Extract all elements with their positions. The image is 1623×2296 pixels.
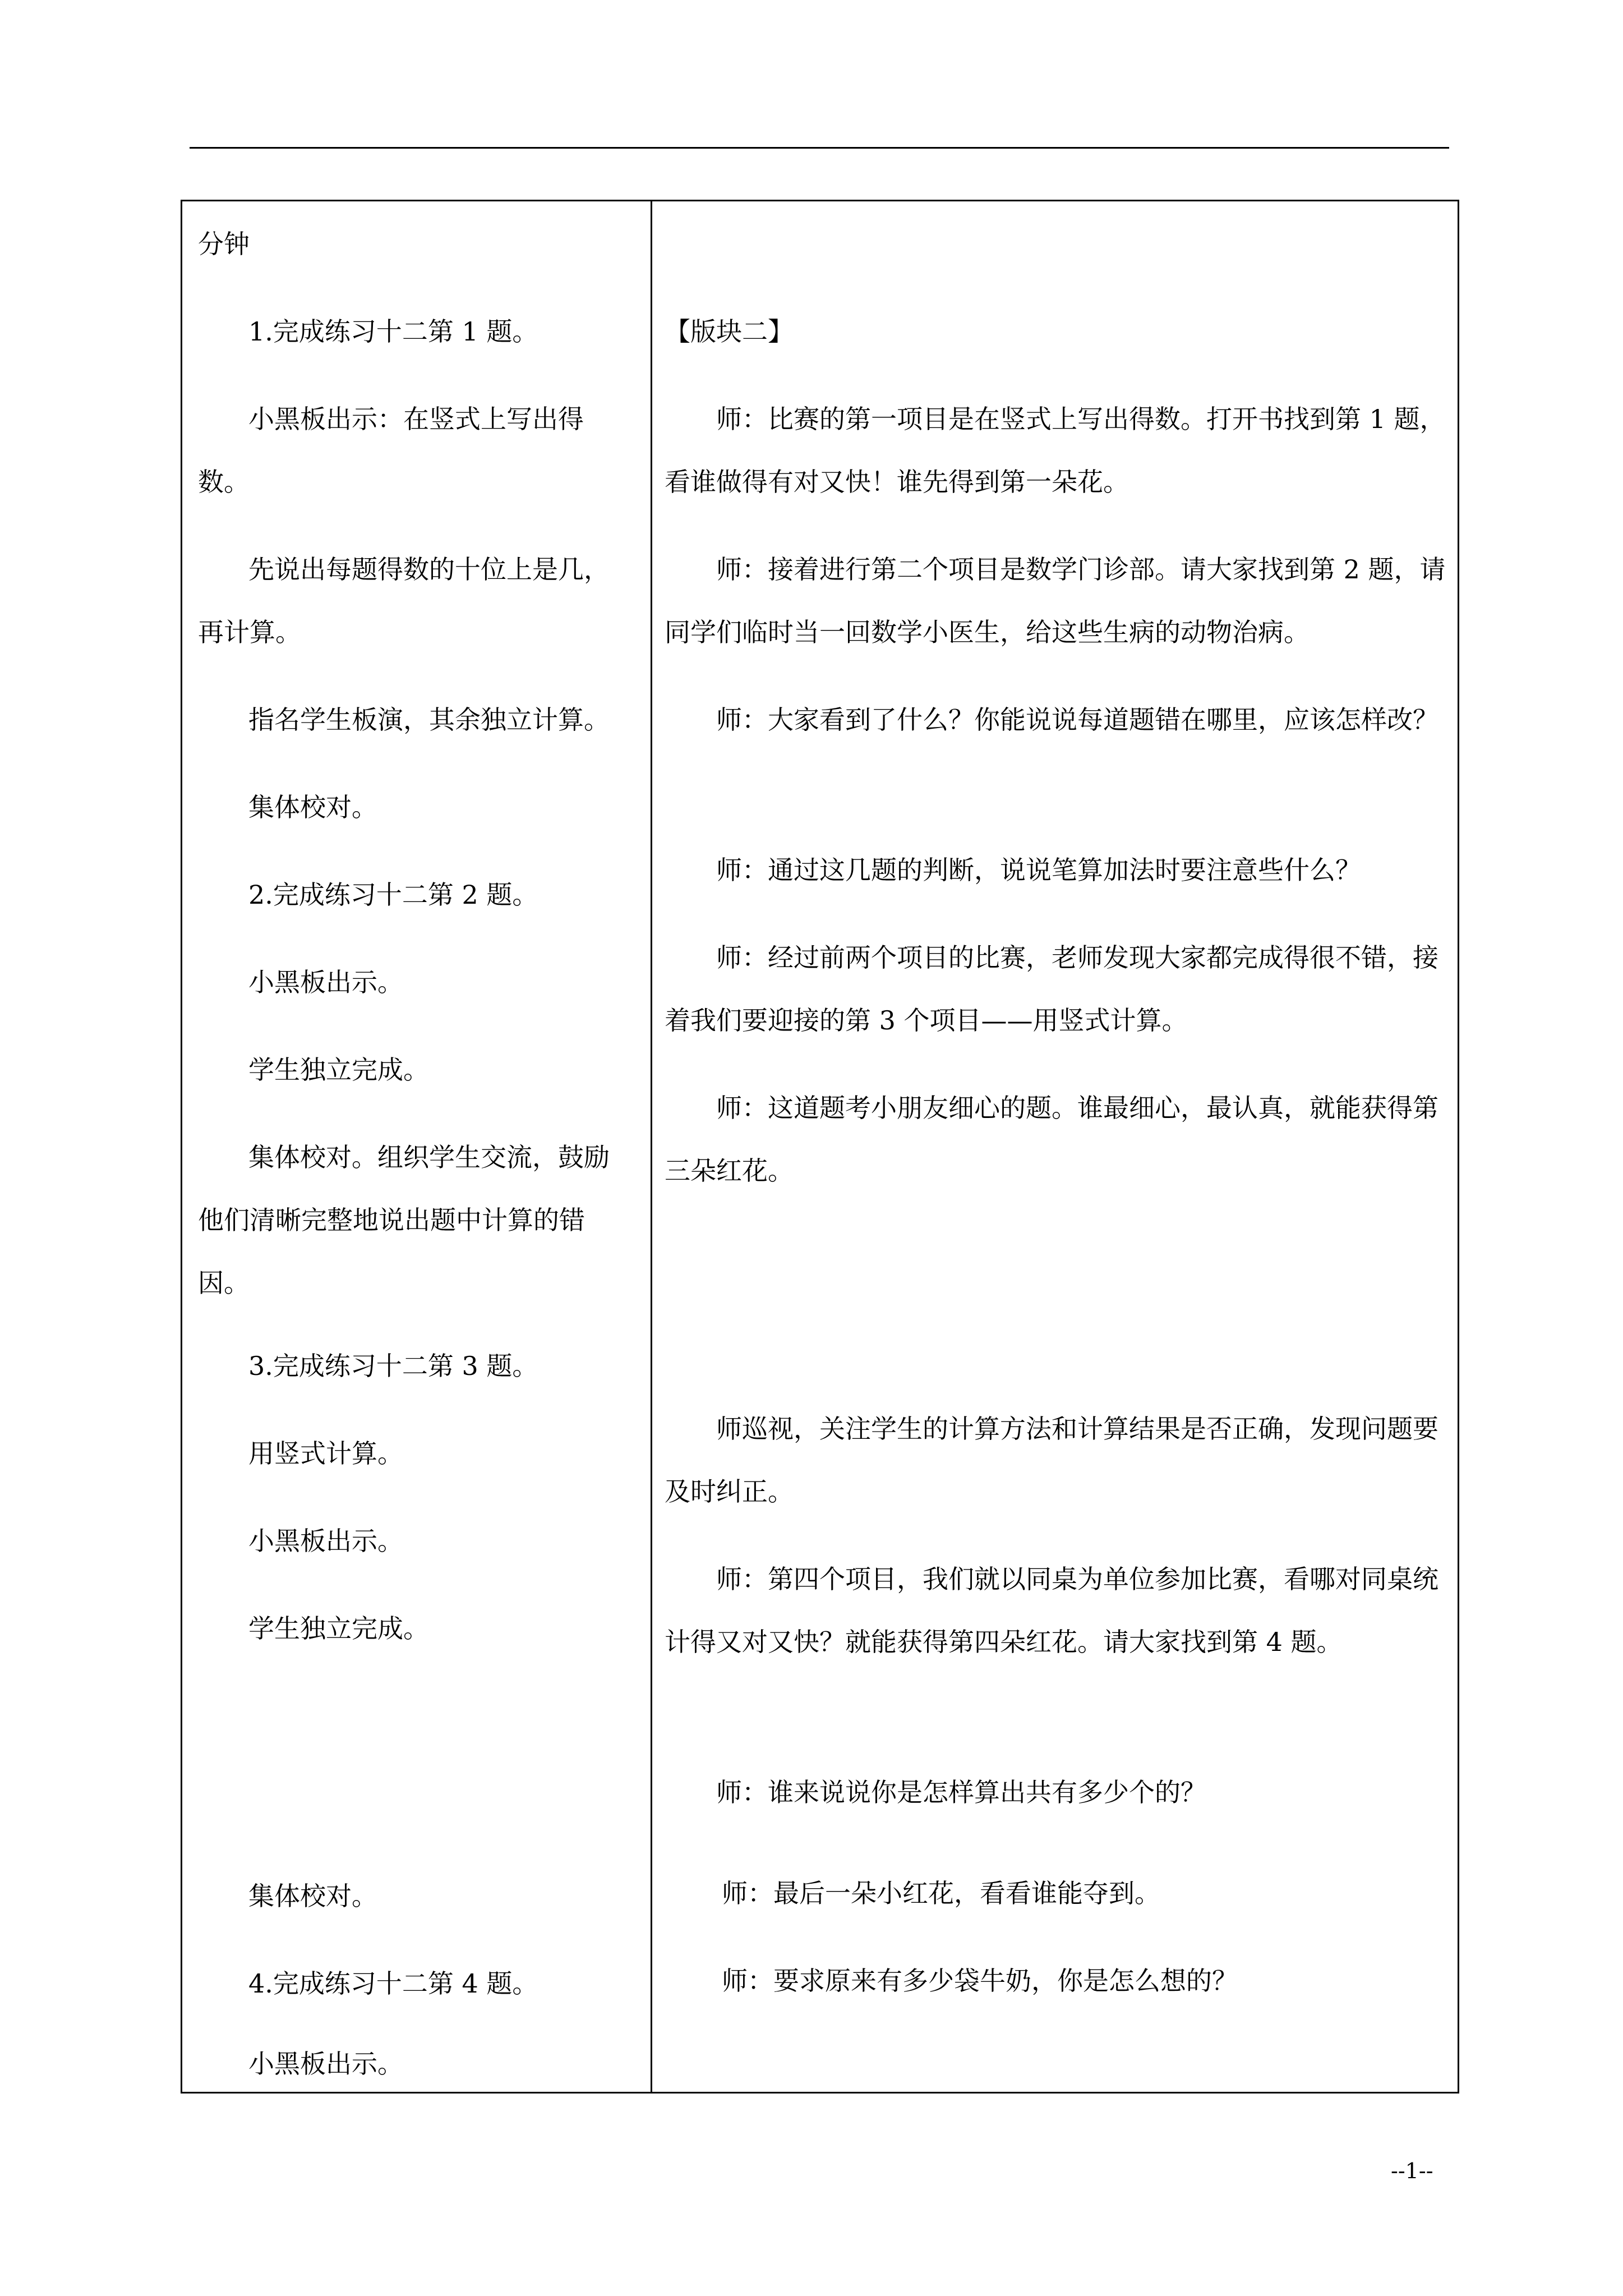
lesson-table xyxy=(181,200,1459,2093)
right-paragraph: 师：要求原来有多少袋牛奶，你是怎么想的？ xyxy=(722,1966,1238,1996)
left-paragraph: 先说出每题得数的十位上是几，再计算。 xyxy=(198,554,610,647)
right-paragraph: 师：大家看到了什么？你能说说每道题错在哪里，应该怎样改？ xyxy=(716,705,1438,735)
left-paragraph: 分钟 xyxy=(198,229,250,259)
page-number: --1-- xyxy=(1391,2159,1433,2183)
left-paragraph: 学生独立完成。 xyxy=(248,1613,429,1644)
right-paragraph: 师：这道题考小朋友细心的题。谁最细心，最认真，就能获得第三朵红花。 xyxy=(665,1093,1438,1186)
right-paragraph: 师：接着进行第二个项目是数学门诊部。请大家找到第 2 题，请同学们临时当一回数学小医生，给这些生病的动物治病。 xyxy=(665,554,1446,647)
left-paragraph: 集体校对。 xyxy=(248,1881,377,1911)
left-paragraph: 4.完成练习十二第 4 题。 xyxy=(248,1968,538,1999)
left-paragraph: 小黑板出示：在竖式上写出得数。 xyxy=(198,404,584,497)
left-paragraph: 集体校对。 xyxy=(248,792,377,822)
left-paragraph: 指名学生板演，其余独立计算。 xyxy=(248,705,610,735)
column-divider xyxy=(651,201,652,2092)
right-paragraph: 师：比赛的第一项目是在竖式上写出得数。打开书找到第 1 题，看谁做得有对又快！谁先得到第一朵花。 xyxy=(665,404,1446,497)
right-paragraph: 师：经过前两个项目的比赛，老师发现大家都完成得很不错，接着我们要迎接的第 3 个项目——用竖式计算。 xyxy=(665,942,1438,1036)
left-paragraph: 3.完成练习十二第 3 题。 xyxy=(248,1351,538,1381)
left-paragraph: 学生独立完成。 xyxy=(248,1055,429,1085)
right-paragraph: 师：谁来说说你是怎样算出共有多少个的？ xyxy=(716,1777,1206,1807)
left-paragraph: 1.完成练习十二第 1 题。 xyxy=(248,316,538,347)
header-rule xyxy=(190,147,1449,149)
left-paragraph: 用竖式计算。 xyxy=(248,1438,403,1469)
right-paragraph: 师：第四个项目，我们就以同桌为单位参加比赛，看哪对同桌统计得又对又快？就能获得第四朵红花。请大家找到第 4 题。 xyxy=(665,1564,1438,1657)
right-paragraph: 师：通过这几题的判断，说说笔算加法时要注意些什么？ xyxy=(716,855,1361,885)
left-paragraph: 小黑板出示。 xyxy=(248,967,403,997)
left-paragraph: 集体校对。组织学生交流，鼓励他们清晰完整地说出题中计算的错因。 xyxy=(198,1142,610,1298)
left-paragraph: 小黑板出示。 xyxy=(248,1526,403,1556)
right-paragraph: 【版块二】 xyxy=(665,316,794,347)
left-paragraph: 2.完成练习十二第 2 题。 xyxy=(248,880,538,910)
left-paragraph: 小黑板出示。 xyxy=(248,2049,403,2079)
right-paragraph: 师：最后一朵小红花，看看谁能夺到。 xyxy=(722,1878,1160,1908)
right-paragraph: 师巡视，关注学生的计算方法和计算结果是否正确，发现问题要及时纠正。 xyxy=(665,1414,1438,1507)
